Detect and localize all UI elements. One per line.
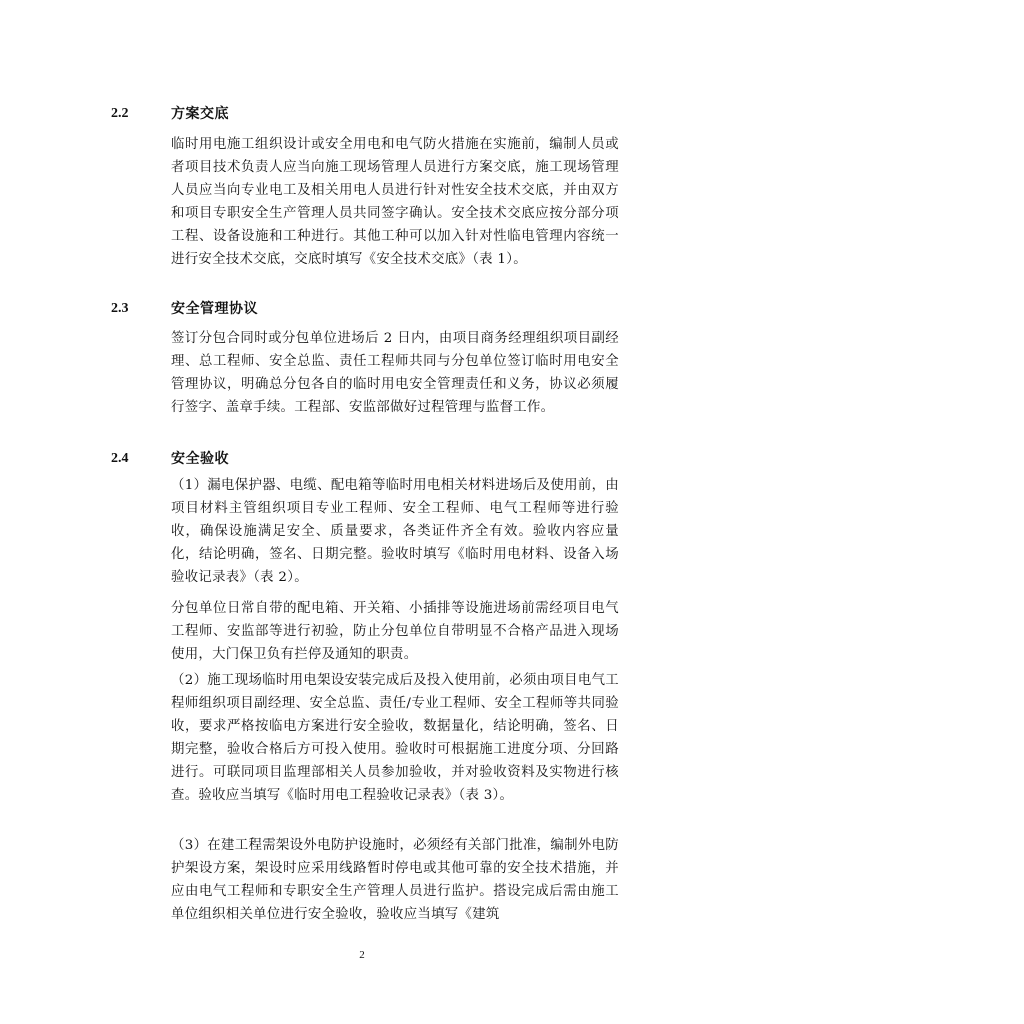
paragraph: 临时用电施工组织设计或安全用电和电气防火措施在实施前，编制人员或者项目技术负责人应当向施工现场管理人员进行方案交底，施工现场管理人员应当向专业电工及相关用电人员进行针对性安全技术交底，并由双方和项目专职安全生产管理人员共同签字确认。安全技术交底应按分部分项工程、设备设施和工种进行。其他工种可以加入针对性临电管理内容统一进行安全技术交底，交底时填写《安全技术交底》（表 1）。: [171, 137, 619, 267]
section-title: 方案交底: [171, 106, 229, 122]
section-title: 安全验收: [171, 451, 229, 467]
section-title: 安全管理协议: [171, 301, 258, 317]
section-number: 2.4: [111, 451, 129, 466]
page-number: 2: [359, 949, 365, 961]
paragraph: 签订分包合同时或分包单位进场后 2 日内，由项目商务经理组织项目副经理、总工程师、安全总监、责任工程师共同与分包单位签订临时用电安全管理协议，明确总分包各自的临时用电安全管理责任和义务，协议必须履行签字、盖章手续。工程部、安监部做好过程管理与监督工作。: [171, 331, 619, 415]
paragraph: （3）在建工程需架设外电防护设施时，必须经有关部门批准，编制外电防护架设方案，架设时应采用线路暂时停电或其他可靠的安全技术措施，并应由电气工程师和专职安全生产管理人员进行监护。搭设完成后需由施工单位组织相关单位进行安全验收，验收应当填写《建筑: [171, 838, 619, 922]
paragraph: （2）施工现场临时用电架设安装完成后及投入使用前，必须由项目电气工程师组织项目副经理、安全总监、责任/专业工程师、安全工程师等共同验收，要求严格按临电方案进行安全验收，数据量化，结论明确，签名、日期完整，验收合格后方可投入使用。验收时可根据施工进度分项、分回路进行。可联同项目监理部相关人员参加验收，并对验收资料及实物进行核查。验收应当填写《临时用电工程验收记录表》（表 3）。: [171, 673, 619, 803]
section-number: 2.3: [111, 301, 129, 316]
section-number: 2.2: [111, 106, 129, 121]
paragraph: 分包单位日常自带的配电箱、开关箱、小插排等设施进场前需经项目电气工程师、安监部等进行初验，防止分包单位自带明显不合格产品进入现场使用，大门保卫负有拦停及通知的职责。: [171, 601, 619, 662]
paragraph: （1）漏电保护器、电缆、配电箱等临时用电相关材料进场后及使用前，由项目材料主管组织项目专业工程师、安全工程师、电气工程师等进行验收，确保设施满足安全、质量要求，各类证件齐全有效。验收内容应量化，结论明确，签名、日期完整。验收时填写《临时用电材料、设备入场验收记录表》（表 2）。: [171, 478, 619, 585]
